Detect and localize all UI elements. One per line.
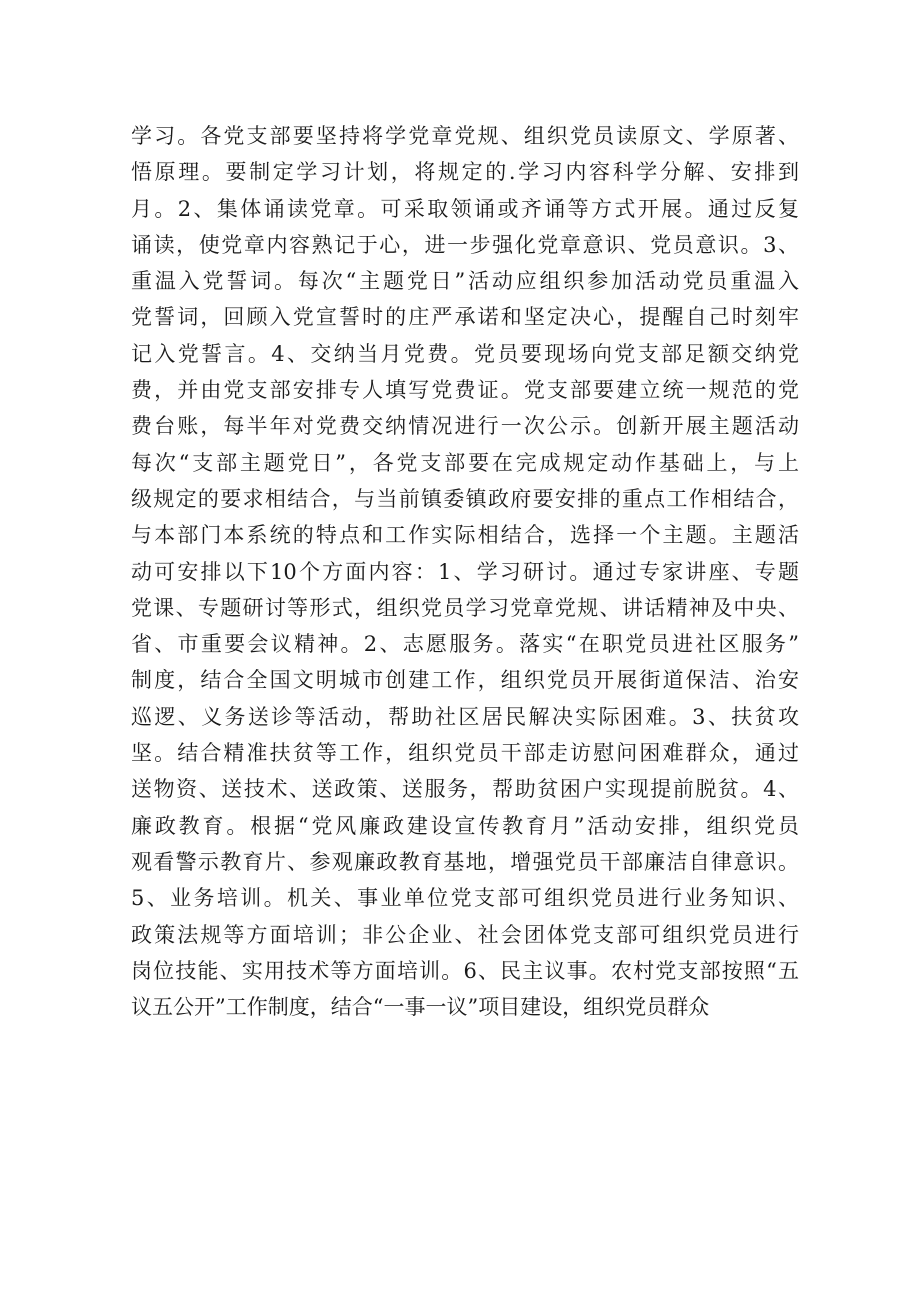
text-line: 廉政教育。根据“党风廉政建设宣传教育月”活动安排，组织党员: [131, 813, 799, 838]
text-line: 议五公开”工作制度，结合“一事一议”项目建设，组织党员群众: [131, 995, 710, 1020]
text-line: 坚。结合精准扶贫等工作，组织党员干部走访慰问困难群众，通过: [131, 741, 799, 766]
text-line: 岗位技能、实用技术等方面培训。6、民主议事。农村党支部按照“五: [131, 958, 799, 983]
text-line: 每次“支部主题党日”，各党支部要在完成规定动作基础上，与上: [131, 450, 799, 475]
text-line: 学习。各党支部要坚持将学党章党规、组织党员读原文、学原著、: [131, 124, 799, 148]
text-line: 费，并由党支部安排专人填写党费证。党支部要建立统一规范的党: [131, 378, 799, 403]
body-text: [131, 118, 799, 1025]
text-line: 党课、专题研讨等形式，组织党员学习党章党规、讲话精神及中央、: [131, 595, 799, 620]
text-line: 党誓词，回顾入党宣誓时的庄严承诺和坚定决心，提醒自己时刻牢: [131, 305, 799, 330]
text-line: 制度，结合全国文明城市创建工作，组织党员开展街道保洁、治安: [131, 668, 799, 693]
text-line: 省、市重要会议精神。2、志愿服务。落实“在职党员进社区服务”: [131, 632, 799, 657]
text-line: 级规定的要求相结合，与当前镇委镇政府要安排的重点工作相结合，: [131, 486, 799, 511]
text-line: 费台账，每半年对党费交纳情况进行一次公示。创新开展主题活动: [131, 414, 799, 439]
text-line: 悟原理。要制定学习计划，将规定的.学习内容科学分解、安排到: [131, 160, 799, 185]
text-line: 与本部门本系统的特点和工作实际相结合，选择一个主题。主题活: [131, 523, 799, 548]
text-line: 诵读，使党章内容熟记于心，进一步强化党章意识、党员意识。3、: [131, 232, 799, 257]
text-line: 巡逻、义务送诊等活动，帮助社区居民解决实际困难。3、扶贫攻: [131, 704, 799, 729]
text-line: 送物资、送技术、送政策、送服务，帮助贫困户实现提前脱贫。4、: [131, 777, 799, 802]
text-line: 政策法规等方面培训；非公企业、社会团体党支部可组织党员进行: [131, 922, 799, 947]
text-line: 动可安排以下10个方面内容：1、学习研讨。通过专家讲座、专题: [131, 559, 799, 584]
text-line: 月。2、集体诵读党章。可采取领诵或齐诵等方式开展。通过反复: [131, 196, 799, 221]
text-line: 观看警示教育片、参观廉政教育基地，增强党员干部廉洁自律意识。: [131, 849, 799, 874]
text-line: 重温入党誓词。每次“主题党日”活动应组织参加活动党员重温入: [131, 269, 799, 294]
text-line: 5、业务培训。机关、事业单位党支部可组织党员进行业务知识、: [131, 886, 799, 911]
text-line: 记入党誓言。4、交纳当月党费。党员要现场向党支部足额交纳党: [131, 341, 799, 366]
